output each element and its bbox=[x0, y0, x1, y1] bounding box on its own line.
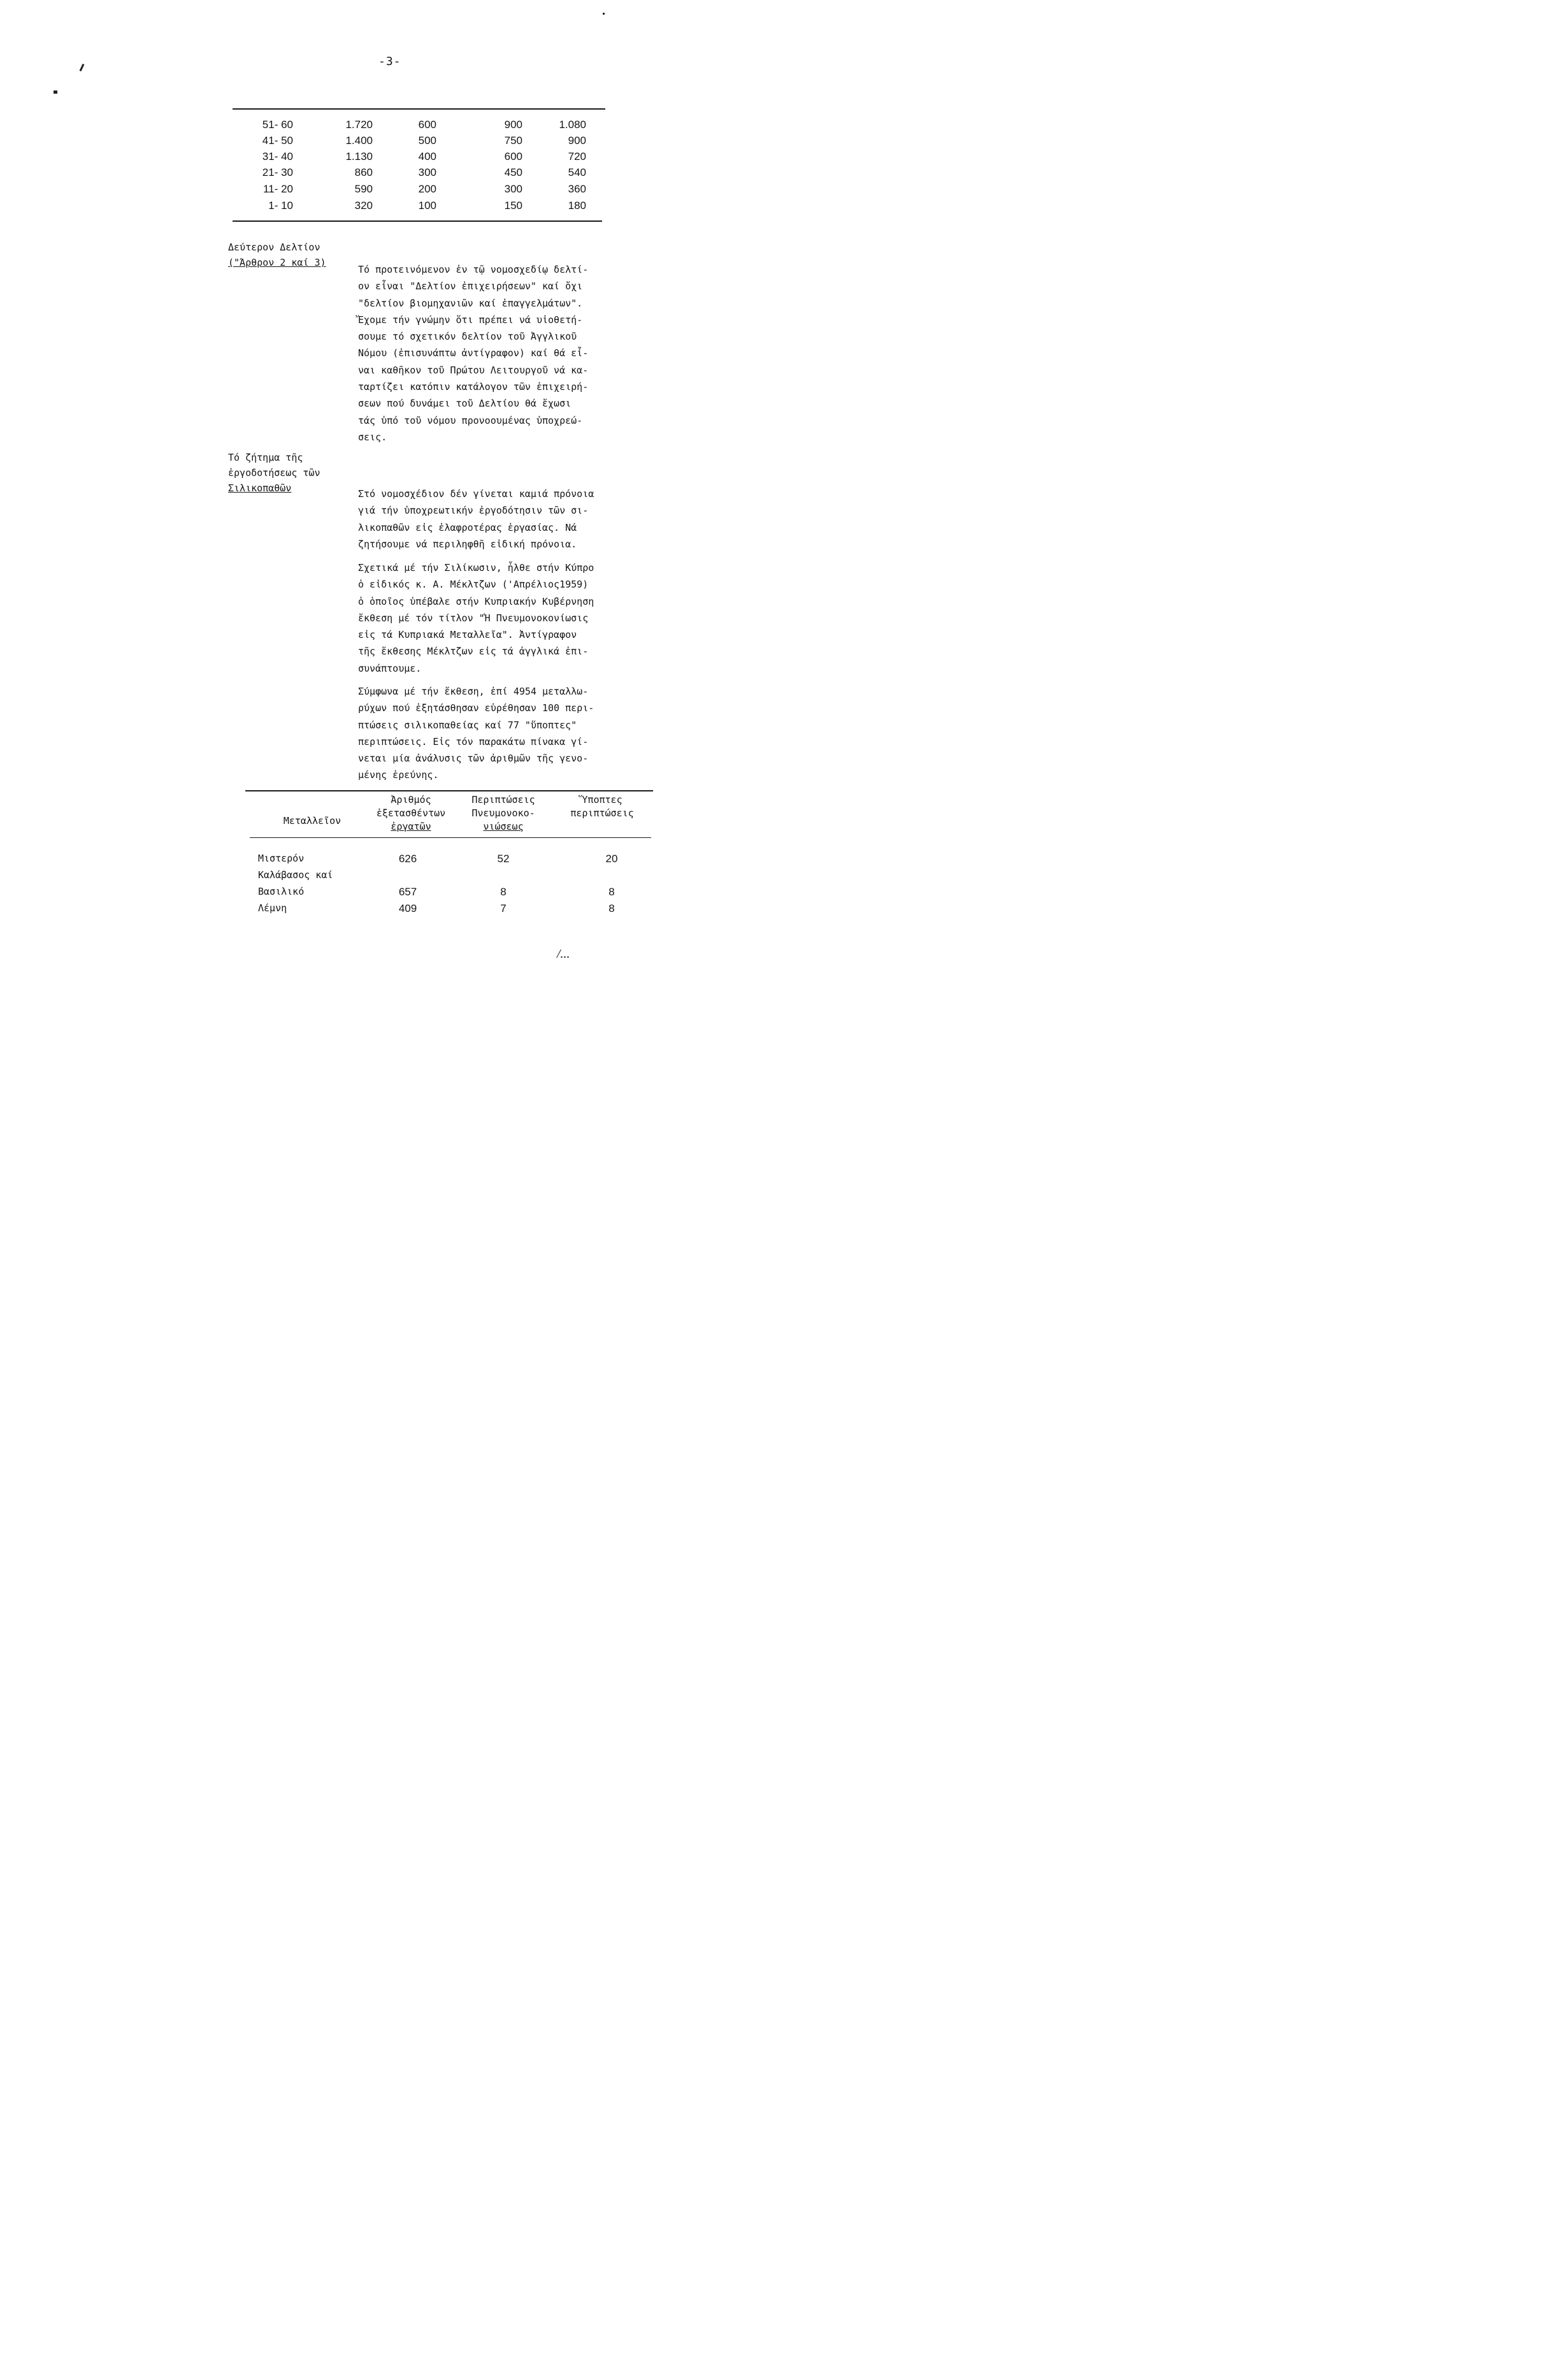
table-top-rule bbox=[245, 790, 653, 791]
text-line: ὁ ὁποῖος ὑπέβαλε στήν Κυπριακήν Κυβέρνηση bbox=[358, 595, 594, 607]
table-cell: 590 bbox=[354, 183, 373, 195]
table-cell: 626 bbox=[398, 853, 417, 865]
table-cell: 31- 40 bbox=[262, 150, 293, 162]
table-row bbox=[258, 902, 640, 920]
table-header: Μεταλλεῖον bbox=[283, 815, 342, 827]
scan-speck bbox=[54, 90, 57, 94]
table-header-line: περιπτώσεις bbox=[570, 807, 634, 819]
table-cell: 200 bbox=[418, 183, 436, 195]
section-heading-line: Δεύτερον Δελτίον bbox=[228, 242, 320, 253]
table-cell: 600 bbox=[504, 150, 522, 162]
table-cell: 7 bbox=[500, 902, 507, 914]
text-line: περιπτώσεις. Εἰς τόν παρακάτω πίνακα γί- bbox=[358, 735, 589, 747]
table-header bbox=[366, 793, 456, 834]
table-cell: 8 bbox=[608, 886, 615, 898]
table-row bbox=[258, 853, 640, 870]
table-header bbox=[554, 793, 650, 820]
text-line: ἔκθεση μέ τόν τίτλον "Ἡ Πνευμονοκονίωσις bbox=[358, 612, 589, 624]
text-line: Νόμου (ἐπισυνάπτω ἀντίγραφον) καί θά εἶ- bbox=[358, 347, 589, 359]
text-line: Στό νομοσχέδιον δέν γίνεται καμιά πρόνοια bbox=[358, 488, 594, 500]
text-line: λικοπαθῶν εἰς ἐλαφροτέρας ἐργασίας. Νά bbox=[358, 521, 577, 533]
table-cell: 52 bbox=[497, 853, 510, 865]
text-line: ὁ εἰδικός κ. Α. Μέκλτζων ('Απρέλιος1959) bbox=[358, 579, 589, 591]
table-row bbox=[242, 199, 599, 215]
table-cell: 657 bbox=[398, 886, 417, 898]
table-cell: 1.130 bbox=[345, 150, 373, 162]
paragraph bbox=[358, 486, 664, 552]
table-header-line: ἐργατῶν bbox=[391, 821, 431, 832]
table-header-line: Περιπτώσεις bbox=[471, 794, 535, 805]
table-cell: 1- 10 bbox=[268, 199, 293, 212]
table-row bbox=[258, 869, 640, 886]
table-cell: 1.080 bbox=[559, 119, 586, 131]
table-cell: 300 bbox=[418, 166, 436, 178]
paragraph bbox=[358, 560, 664, 677]
table-cell: 150 bbox=[504, 199, 522, 212]
table-cell: 320 bbox=[354, 199, 373, 212]
text-line: ον εἶναι "Δελτίον ἐπιχειρήσεων" καί ὄχι bbox=[358, 280, 583, 292]
table-cell: 20 bbox=[605, 853, 618, 865]
table-row bbox=[242, 134, 599, 150]
text-line: σουμε τό σχετικόν δελτίον τοῦ Ἀγγλικοῦ bbox=[358, 331, 577, 343]
table-header-line: Ὕποπτες bbox=[582, 794, 622, 805]
section-heading bbox=[228, 240, 326, 270]
page-number: -3- bbox=[378, 55, 401, 68]
text-line: μένης ἐρεύνης. bbox=[358, 769, 439, 781]
table-cell: 1.720 bbox=[345, 119, 373, 131]
text-line: "δελτίον βιομηχανιῶν καί ἐπαγγελμάτων". bbox=[358, 297, 583, 309]
table-header-line: νιώσεως bbox=[483, 821, 524, 832]
paragraph bbox=[358, 683, 664, 784]
table-cell: 400 bbox=[418, 150, 436, 162]
text-line: ζητήσουμε νά περιληφθῆ εἰδική πρόνοια. bbox=[358, 538, 577, 550]
table-cell: Καλάβασος καί bbox=[258, 869, 333, 881]
text-line: ναι καθῆκον τοῦ Πρώτου Λειτουργοῦ νά κα- bbox=[358, 364, 589, 376]
text-line: τῆς ἔκθεσης Μέκλτζων εἰς τά ἀγγλικά ἐπι- bbox=[358, 646, 589, 658]
text-line: ταρτίζει κατόπιν κατάλογον τῶν ἐπιχειρή- bbox=[358, 381, 589, 393]
table-cell: 900 bbox=[568, 134, 586, 147]
table-cell: 900 bbox=[504, 119, 522, 131]
paragraph bbox=[358, 261, 664, 445]
table-cell: 41- 50 bbox=[262, 134, 293, 147]
section-heading-line: Τό ζήτημα τῆς bbox=[228, 452, 303, 463]
text-line: Σύμφωνα μέ τήν ἔκθεση, ἐπί 4954 μεταλλω- bbox=[358, 686, 589, 697]
table-header bbox=[459, 793, 548, 834]
scan-speck bbox=[80, 64, 85, 71]
text-line: συνάπτουμε. bbox=[358, 662, 422, 674]
text-line: ρύχων πού ἐξητάσθησαν εὑρέθησαν 100 περι- bbox=[358, 702, 594, 714]
table-cell: Βασιλικό bbox=[258, 886, 305, 897]
text-line: νεται μία ἀνάλυσις τῶν ἀριθμῶν τῆς γενο- bbox=[358, 753, 589, 765]
table-cell: 540 bbox=[568, 166, 586, 178]
section-heading-line: ("Άρθρον 2 καί 3) bbox=[228, 257, 326, 268]
table-cell: 21- 30 bbox=[262, 166, 293, 178]
table-header-line: Πνευμονοκο- bbox=[471, 807, 535, 819]
scan-speck bbox=[603, 13, 605, 15]
text-line: τάς ὑπό τοῦ νόμου προνοουμένας ὑποχρεώ- bbox=[358, 414, 583, 426]
text-line: γιά τήν ὑποχρεωτικήν ἐργοδότησιν τῶν σι- bbox=[358, 505, 589, 517]
table-cell: 860 bbox=[354, 166, 373, 178]
text-line: εἰς τά Κυπριακά Μεταλλεῖα". Ἀντίγραφον bbox=[358, 629, 577, 641]
text-line: Σχετικά μέ τήν Σιλίκωσιν, ἦλθε στήν Κύπρο bbox=[358, 562, 594, 574]
table-cell: 51- 60 bbox=[262, 119, 293, 131]
table-row bbox=[258, 886, 640, 903]
text-line: Τό προτεινόμενον ἐν τῷ νομοσχεδίῳ δελτί- bbox=[358, 264, 589, 275]
table-cell: 450 bbox=[504, 166, 522, 178]
table-cell: 600 bbox=[418, 119, 436, 131]
table-cell: 8 bbox=[608, 902, 615, 914]
table-row bbox=[242, 119, 599, 134]
table-cell: 180 bbox=[568, 199, 586, 212]
table-cell: 750 bbox=[504, 134, 522, 147]
table-cell: Λέμνη bbox=[258, 902, 287, 914]
text-line: πτώσεις σιλικοπαθείας καί 77 "ὕποπτες" bbox=[358, 719, 577, 731]
continuation-mark: /... bbox=[557, 947, 570, 961]
table-header-rule bbox=[250, 837, 651, 838]
table-cell: 360 bbox=[568, 183, 586, 195]
table-header-line: ἐξετασθέντων bbox=[376, 807, 446, 819]
table-cell: 11- 20 bbox=[263, 183, 293, 195]
table-cell: 300 bbox=[504, 183, 522, 195]
table-cell: 720 bbox=[568, 150, 586, 162]
table-cell: 1.400 bbox=[345, 134, 373, 147]
table-cell: 100 bbox=[418, 199, 436, 212]
section-heading bbox=[228, 450, 320, 496]
section-heading-line: ἐργοδοτήσεως τῶν bbox=[228, 467, 320, 479]
table-cell: 8 bbox=[500, 886, 507, 898]
section-heading-line: Σιλικοπαθῶν bbox=[228, 482, 292, 494]
table-top-rule bbox=[233, 108, 605, 110]
table-row bbox=[242, 183, 599, 199]
table-header-line: Ἀριθμός bbox=[391, 794, 431, 805]
table-cell: 409 bbox=[398, 902, 417, 914]
table-cell: Μιστερόν bbox=[258, 853, 305, 864]
table-row bbox=[242, 166, 599, 182]
table-cell: 500 bbox=[418, 134, 436, 147]
text-line: σεων πού δυνάμει τοῦ Δελτίου θά ἔχωσι bbox=[358, 398, 572, 410]
table-row bbox=[242, 150, 599, 166]
table-bottom-rule bbox=[233, 220, 602, 222]
text-line: σεις. bbox=[358, 431, 387, 443]
text-line: Ἔχομε τήν γνώμην ὅτι πρέπει νά υἱοθετή- bbox=[358, 314, 583, 326]
